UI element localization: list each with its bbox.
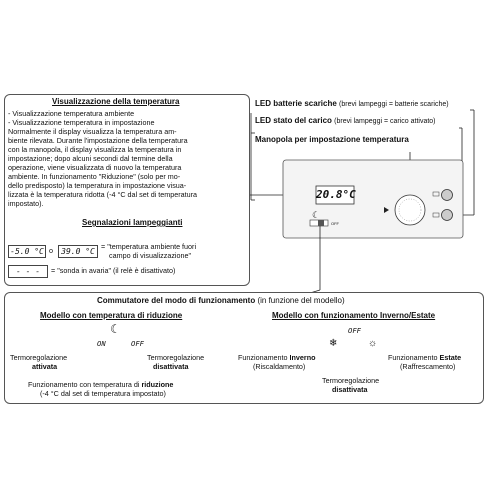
- sun-icon: ☼: [368, 338, 378, 349]
- left-on-label: ON: [97, 339, 106, 348]
- temperature-para-6: ambiente. In funzionamento "Riduzione" (solo per mo-: [8, 172, 181, 181]
- led-load-label: LED stato del carico (brevi lampeggi = carico attivato): [255, 116, 436, 125]
- temperature-item-2: - Visualizzazione temperatura in impostazione: [8, 118, 155, 127]
- left-model-title: Modello con temperatura di riduzione: [40, 311, 183, 320]
- left-active-b: attivata: [32, 362, 58, 371]
- right-model-title: Modello con funzionamento Inverno/Estate: [272, 311, 436, 320]
- lcd-fault: - - -: [8, 265, 48, 278]
- signal-or: o: [49, 246, 53, 255]
- temperature-para-5: operazione, viene visualizzata di nuovo la temperatura: [8, 163, 182, 172]
- signal2-text: = "sonda in avaria" (il relè è disattivato): [51, 266, 176, 275]
- temperature-para-9: impostato).: [8, 199, 44, 208]
- led-battery-label: LED batterie scariche (brevi lampeggi = batterie scariche): [255, 99, 449, 108]
- left-moon-icon: ☾: [110, 322, 121, 336]
- winter-note: (Riscaldamento): [253, 362, 306, 371]
- winter-label: Funzionamento Inverno: [238, 353, 316, 362]
- signals-title: Segnalazioni lampeggianti: [82, 218, 183, 227]
- right-disabled-a: Termoregolazione: [322, 376, 380, 385]
- left-inactive-b: disattivata: [153, 362, 189, 371]
- lcd-high: 39.0 °C: [58, 245, 98, 258]
- lcd-low: -5.0 °C: [8, 245, 46, 258]
- snowflake-icon: ❄: [329, 338, 338, 349]
- temperature-para-3: con la manopola, il display visualizza la temperatura in: [8, 145, 182, 154]
- device-moon-icon: ☾: [312, 210, 321, 220]
- knob-label: Manopola per impostazione temperatura: [255, 135, 409, 144]
- temperature-para-1: Normalmente il display visualizza la temperatura am-: [8, 127, 177, 136]
- temperature-para-2: biente rilevata. Durante l'impostazione della temperatura: [8, 136, 188, 145]
- temperature-item-1: - Visualizzazione temperatura ambiente: [8, 109, 135, 118]
- left-bottom-b: (-4 °C dal set di temperatura impostato): [40, 389, 166, 398]
- device-switch-off: OFF: [331, 221, 339, 226]
- summer-label: Funzionamento Estate: [388, 353, 462, 362]
- left-bottom-a: Funzionamento con temperatura di riduzione: [28, 380, 174, 389]
- temperature-para-4: impostazione; dopo alcuni secondi dal termine della: [8, 154, 173, 163]
- left-inactive-a: Termoregolazione: [147, 353, 205, 362]
- left-active-a: Termoregolazione: [10, 353, 68, 362]
- signal1-text-b: campo di visualizzazione": [109, 251, 192, 260]
- mode-box-title: Commutatore del modo di funzionamento (in funzione del modello): [97, 296, 345, 305]
- temperature-para-7: dello predisposto) la temperatura in impostazione visua-: [8, 181, 187, 190]
- left-off-label: OFF: [131, 339, 144, 348]
- thermostat-body: [283, 160, 463, 238]
- summer-note: (Raffrescamento): [400, 362, 456, 371]
- device-display: 20.8°C: [316, 188, 356, 201]
- right-disabled-b: disattivata: [332, 385, 368, 394]
- temperature-para-8: lizzata è la temperatura ridotta (-4 °C dal set di temperatura: [8, 190, 198, 199]
- temperature-box-title: Visualizzazione della temperatura: [52, 97, 180, 106]
- signal1-text-a: = "temperatura ambiente fuori: [101, 242, 197, 251]
- right-off-label: OFF: [348, 326, 361, 335]
